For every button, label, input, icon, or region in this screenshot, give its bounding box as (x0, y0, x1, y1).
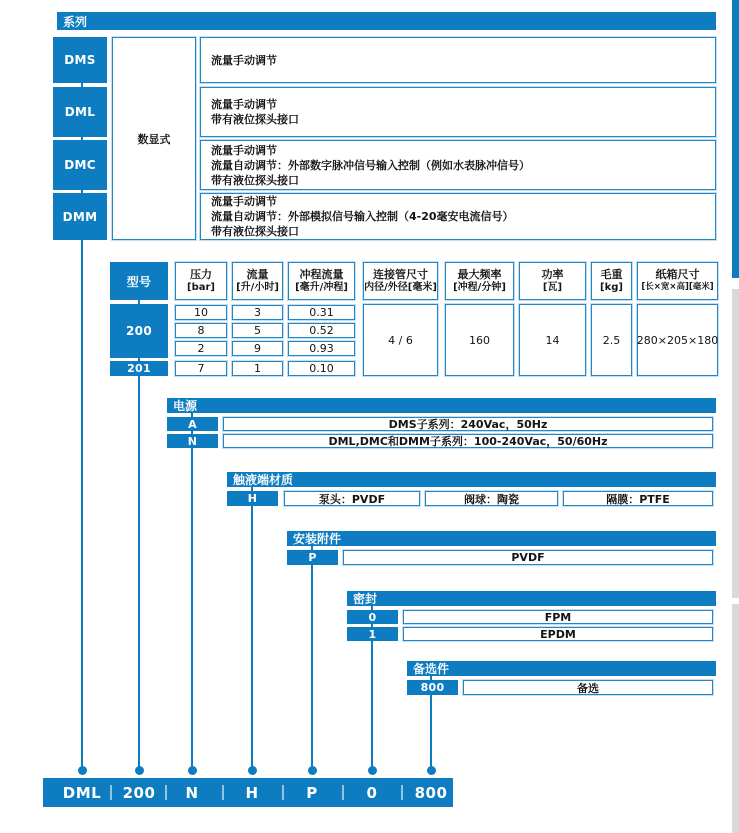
series-code-dmc: DMC (53, 140, 107, 190)
wetted-header-bar: 触液端材质 (227, 472, 716, 487)
spec-merged-weight: 2.5 (591, 304, 632, 376)
connector-dot-series (78, 766, 87, 775)
seal-value-epdm: EPDM (403, 627, 713, 641)
connector-dot-wetted (248, 766, 257, 775)
spec-model-header: 型号 (110, 262, 168, 300)
series-desc-dmm: 流量手动调节 流量自动调节：外部模拟信号输入控制（4-20毫安电流信号） 带有液位探头接口 (200, 193, 716, 240)
spec-col-header-power: 功率 [瓦] (519, 262, 586, 300)
series-desc-dml: 流量手动调节 带有液位探头接口 (200, 87, 716, 137)
spec-cell: 5 (232, 323, 283, 338)
series-group-label: 数显式 (137, 132, 171, 146)
right-edge-strip-blue (732, 0, 739, 278)
spec-cell: 0.52 (288, 323, 355, 338)
model-code-separator (110, 785, 112, 800)
spec-model-200: 200 (110, 304, 168, 358)
spec-cell: 0.31 (288, 305, 355, 320)
series-title: 系列 (63, 14, 88, 29)
options-code-800: 800 (407, 680, 458, 695)
spec-col-header-weight: 毛重 [kg] (591, 262, 632, 300)
seal-header-bar: 密封 (347, 591, 716, 606)
connector-dot-model (135, 766, 144, 775)
spec-cell: 8 (175, 323, 227, 338)
mounting-code-p: P (287, 550, 338, 565)
spec-merged-power: 14 (519, 304, 586, 376)
model-code-separator (165, 785, 167, 800)
spec-col-header-pressure: 压力 [bar] (175, 262, 227, 300)
model-code-separator (342, 785, 344, 800)
series-desc-dms: 流量手动调节 (200, 37, 716, 83)
connector-line-wetted (251, 487, 253, 771)
connector-dot-power (188, 766, 197, 775)
model-code-segment-series: DML (62, 783, 102, 802)
spec-merged-pipe-size: 4 / 6 (363, 304, 438, 376)
spec-cell: 7 (175, 361, 227, 376)
spec-cell: 3 (232, 305, 283, 320)
connector-line-power (191, 413, 193, 771)
model-code-segment-power: N (185, 783, 199, 802)
wetted-code-h: H (227, 491, 278, 506)
connector-line-mounting (311, 546, 313, 771)
spec-model-201: 201 (110, 361, 168, 376)
mounting-value: PVDF (343, 550, 713, 565)
spec-col-header-stroke-flow: 冲程流量 [毫升/冲程] (288, 262, 355, 300)
model-code-separator (222, 785, 224, 800)
wetted-value-valve-ball: 阀球：陶瓷 (425, 491, 558, 506)
connector-dot-mounting (308, 766, 317, 775)
spec-cell: 2 (175, 341, 227, 356)
spec-col-header-carton: 纸箱尺寸 [长×宽×高][毫米] (637, 262, 718, 300)
spec-col-header-flow: 流量 [升/小时] (232, 262, 283, 300)
connector-dot-seal (368, 766, 377, 775)
spec-merged-carton: 280×205×180 (637, 304, 718, 376)
spec-cell: 10 (175, 305, 227, 320)
seal-code-1: 1 (347, 627, 398, 641)
wetted-value-pump-head: 泵头：PVDF (284, 491, 420, 506)
spec-cell: 0.93 (288, 341, 355, 356)
spec-cell: 0.10 (288, 361, 355, 376)
model-code-segment-seal: 0 (366, 783, 378, 802)
spec-col-header-max-freq: 最大频率 [冲程/分钟] (445, 262, 514, 300)
wetted-value-diaphragm: 隔膜：PTFE (563, 491, 713, 506)
right-edge-strip-gray-top (732, 289, 739, 598)
power-code-n: N (167, 434, 218, 448)
model-code-bar (43, 778, 453, 807)
series-code-dmm: DMM (53, 193, 107, 240)
right-edge-strip-gray-bottom (732, 604, 739, 833)
model-code-separator (401, 785, 403, 800)
seal-code-0: 0 (347, 610, 398, 624)
options-value: 备选 (463, 680, 713, 695)
spec-cell: 9 (232, 341, 283, 356)
spec-cell: 1 (232, 361, 283, 376)
model-code-segment-mounting: P (306, 783, 318, 802)
model-code-segment-wetted: H (245, 783, 259, 802)
series-group-box (112, 37, 196, 240)
power-code-a: A (167, 417, 218, 431)
series-desc-dmc: 流量手动调节 流量自动调节：外部数字脉冲信号输入控制（例如水表脉冲信号） 带有液位探头接口 (200, 140, 716, 190)
series-header-bar (57, 12, 716, 30)
seal-value-fpm: FPM (403, 610, 713, 624)
power-value-a: DMS子系列：240Vac，50Hz (223, 417, 713, 431)
power-header-bar: 电源 (167, 398, 716, 413)
power-value-n: DML,DMC和DMM子系列：100-240Vac，50/60Hz (223, 434, 713, 448)
series-code-dms: DMS (53, 37, 107, 83)
model-code-segment-model: 200 (122, 783, 156, 802)
options-header-bar: 备选件 (407, 661, 716, 676)
model-code-separator (282, 785, 284, 800)
series-code-dml: DML (53, 87, 107, 137)
spec-col-header-pipe-size: 连接管尺寸 内径/外径[毫米] (363, 262, 438, 300)
connector-dot-options (427, 766, 436, 775)
mounting-header-bar: 安装附件 (287, 531, 716, 546)
spec-merged-max-freq: 160 (445, 304, 514, 376)
model-code-segment-options: 800 (414, 783, 448, 802)
